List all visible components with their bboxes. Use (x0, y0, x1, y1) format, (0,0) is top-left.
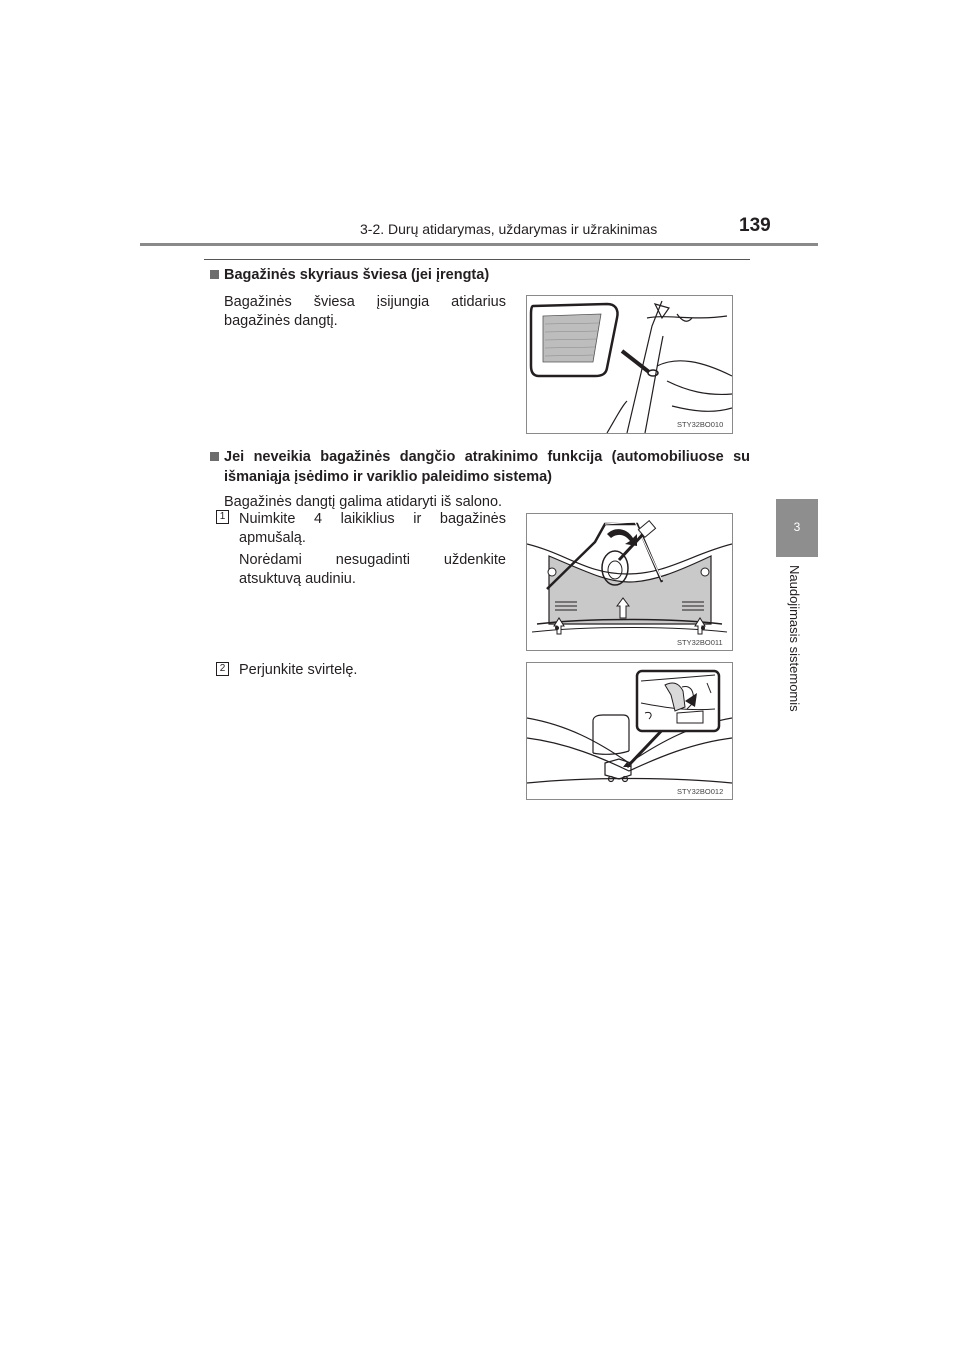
chapter-tab (776, 499, 818, 557)
trunk-light-text-line2: bagažinės dangtį. (224, 313, 338, 329)
figure-trunk-light (526, 295, 733, 434)
header-title: 3-2. Durų atidarymas, uždarymas ir užrakinimas (360, 221, 658, 237)
figure-code: STY32BO012 (677, 787, 724, 796)
remove-clips-illustration (527, 514, 732, 650)
section-rule (204, 259, 750, 260)
heading-text: Jei neveikia bagažinės dangčio atrakinimo funkcija (automobiliuose su išmaniąja įsėdimo ir variklio paleidimo sistema) (224, 449, 750, 485)
figure-code: STY32BO010 (677, 420, 724, 429)
step-number-badge: 2 (216, 662, 229, 676)
step2-text: Perjunkite svirtelę. (239, 662, 358, 678)
section-heading-emergency-release (210, 447, 750, 487)
page-number: 139 (739, 215, 771, 236)
figure-code: STY32BO011 (677, 638, 723, 647)
header-rule (140, 243, 818, 246)
step1-note-line2: atsuktuvą audiniu. (239, 571, 356, 587)
figure-remove-clips (526, 513, 733, 651)
step1-note-line1: Norėdami nesugadinti uždenkite (239, 552, 506, 568)
section-heading-trunk-light (210, 265, 750, 285)
trunk-light-text-line1: Bagažinės šviesa įsijungia atidarius (224, 294, 506, 310)
chapter-number: 3 (793, 520, 801, 534)
bullet-square-icon (210, 452, 219, 461)
heading-text: Bagažinės skyriaus šviesa (jei įrengta) (224, 267, 490, 283)
figure-lever (526, 662, 733, 800)
step1-text-line1: Nuimkite 4 laikiklius ir bagažinės (239, 511, 506, 527)
bullet-square-icon (210, 270, 219, 279)
chapter-label (787, 565, 807, 745)
trunk-light-illustration (527, 296, 732, 433)
chapter-label-text: Naudojimasis sistemomis (787, 565, 802, 712)
lever-illustration (527, 663, 732, 799)
step1-text-line2: apmušalą. (239, 530, 306, 546)
intro-text: Bagažinės dangtį galima atidaryti iš salono. (224, 494, 503, 510)
step-number-badge: 1 (216, 510, 229, 524)
